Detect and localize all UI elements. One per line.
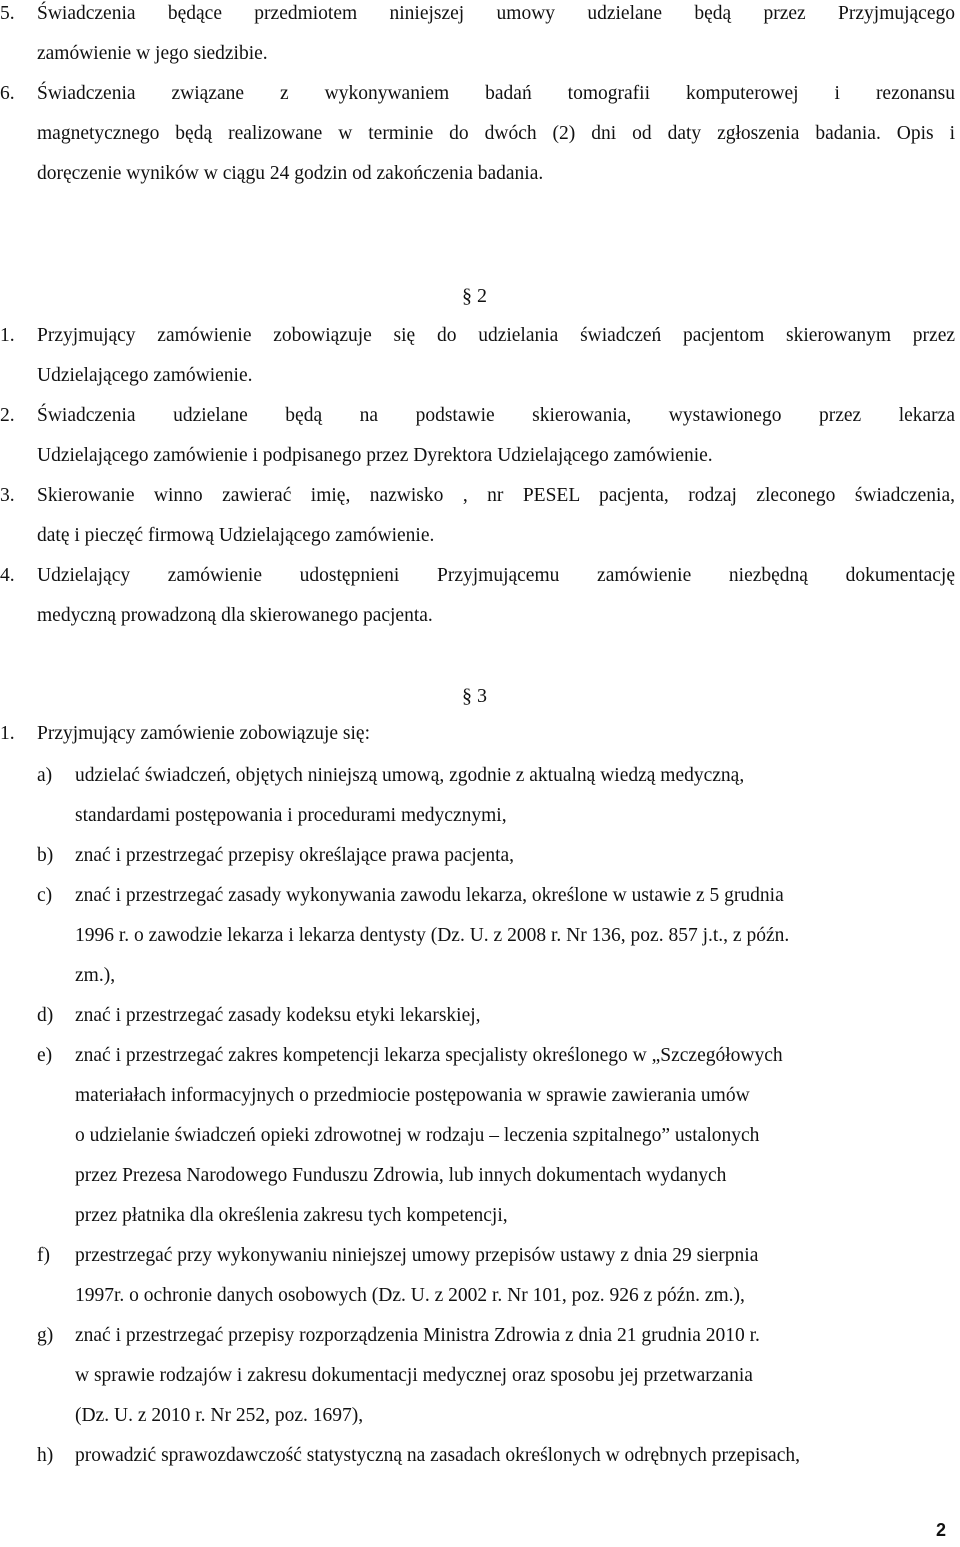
subitem-b-label: b) <box>37 845 54 866</box>
s2-item-4-number: 4. <box>0 565 15 586</box>
subitem-e-line-1: znać i przestrzegać zakres kompetencji lekarza specjalisty określonego w „Szczegółowych <box>75 1045 783 1066</box>
s2-item-2-number: 2. <box>0 405 15 426</box>
subitem-f-line-1: przestrzegać przy wykonywaniu niniejszej umowy przepisów ustawy z dnia 29 sierpnia <box>75 1245 759 1266</box>
s2-item-1-line-2: Udzielającego zamówienie. <box>37 365 253 386</box>
subitem-e-line-4: przez Prezesa Narodowego Funduszu Zdrowia, lub innych dokumentach wydanych <box>75 1165 727 1186</box>
subitem-f-line-2: 1997r. o ochronie danych osobowych (Dz. U. z 2002 r. Nr 101, poz. 926 z późn. zm.), <box>75 1285 745 1306</box>
s2-item-1-number: 1. <box>0 325 15 346</box>
s2-item-2-line-2: Udzielającego zamówienie i podpisanego przez Dyrektora Udzielającego zamówienie. <box>37 445 713 466</box>
s2-item-3-line-1: Skierowanie winno zawierać imię, nazwisko , nr PESEL pacjenta, rodzaj zleconego świadczenia, <box>37 485 955 506</box>
subitem-a-line-1: udzielać świadczeń, objętych niniejszą umową, zgodnie z aktualną wiedzą medyczną, <box>75 765 745 786</box>
item-5-line-2: zamówienie w jego siedzibie. <box>37 43 268 64</box>
item-6-line-3: doręczenie wyników w ciągu 24 godzin od zakończenia badania. <box>37 163 544 184</box>
item-6-line-1: Świadczenia związane z wykonywaniem badań tomografii komputerowej i rezonansu <box>37 83 955 104</box>
subitem-d-label: d) <box>37 1005 54 1026</box>
subitem-f-label: f) <box>37 1245 50 1266</box>
s2-item-3-line-2: datę i pieczęć firmową Udzielającego zamówienie. <box>37 525 435 546</box>
s2-item-3-number: 3. <box>0 485 15 506</box>
subitem-e-line-3: o udzielanie świadczeń opieki zdrowotnej w rodzaju – leczenia szpitalnego” ustalonych <box>75 1125 760 1146</box>
subitem-g-label: g) <box>37 1325 54 1346</box>
subitem-h-line-1: prowadzić sprawozdawczość statystyczną na zasadach określonych w odrębnych przepisach, <box>75 1445 800 1466</box>
item-6-number: 6. <box>0 83 15 104</box>
subitem-b-line-1: znać i przestrzegać przepisy określające prawa pacjenta, <box>75 845 515 866</box>
subitem-c-label: c) <box>37 885 53 906</box>
subitem-d-line-1: znać i przestrzegać zasady kodeksu etyki lekarskiej, <box>75 1005 481 1026</box>
subitem-c-line-2: 1996 r. o zawodzie lekarza i lekarza dentysty (Dz. U. z 2008 r. Nr 136, poz. 857 j.t., z późn. <box>75 925 790 946</box>
page-number: 2 <box>935 1520 946 1540</box>
subitem-e-line-2: materiałach informacyjnych o przedmiocie postępowania w sprawie zawierania umów <box>75 1085 750 1106</box>
subitem-e-label: e) <box>37 1045 53 1066</box>
item-5-line-1: Świadczenia będące przedmiotem niniejszej umowy udzielane będą przez Przyjmującego <box>37 3 955 24</box>
subitem-g-line-3: (Dz. U. z 2010 r. Nr 252, poz. 1697), <box>75 1405 364 1426</box>
subitem-e-line-5: przez płatnika dla określenia zakresu tych kompetencji, <box>75 1205 508 1226</box>
item-6-line-2: magnetycznego będą realizowane w terminie do dwóch (2) dni od daty zgłoszenia badania. Opis i <box>37 123 955 144</box>
subitem-h-label: h) <box>37 1445 54 1466</box>
subitem-c-line-1: znać i przestrzegać zasady wykonywania zawodu lekarza, określone w ustawie z 5 grudnia <box>75 885 784 906</box>
subitem-g-line-1: znać i przestrzegać przepisy rozporządzenia Ministra Zdrowia z dnia 21 grudnia 2010 r. <box>75 1325 760 1346</box>
section-2-heading: § 2 <box>462 285 487 307</box>
section-3-heading: § 3 <box>462 685 487 707</box>
s2-item-2-line-1: Świadczenia udzielane będą na podstawie skierowania, wystawionego przez lekarza <box>37 405 955 426</box>
s2-item-1-line-1: Przyjmujący zamówienie zobowiązuje się do udzielania świadczeń pacjentom skierowanym przez <box>37 325 955 346</box>
s2-item-4-line-2: medyczną prowadzoną dla skierowanego pacjenta. <box>37 605 433 626</box>
s3-item-1-text: Przyjmujący zamówienie zobowiązuje się: <box>37 723 371 744</box>
subitem-g-line-2: w sprawie rodzajów i zakresu dokumentacji medycznej oraz sposobu jej przetwarzania <box>75 1365 753 1386</box>
subitem-a-line-2: standardami postępowania i procedurami medycznymi, <box>75 805 507 826</box>
s2-item-4-line-1: Udzielający zamówienie udostępnieni Przyjmującemu zamówienie niezbędną dokumentację <box>37 565 955 586</box>
subitem-a-label: a) <box>37 765 53 786</box>
subitem-c-line-3: zm.), <box>75 965 116 986</box>
s3-item-1-number: 1. <box>0 723 15 744</box>
item-5-number: 5. <box>0 3 15 24</box>
